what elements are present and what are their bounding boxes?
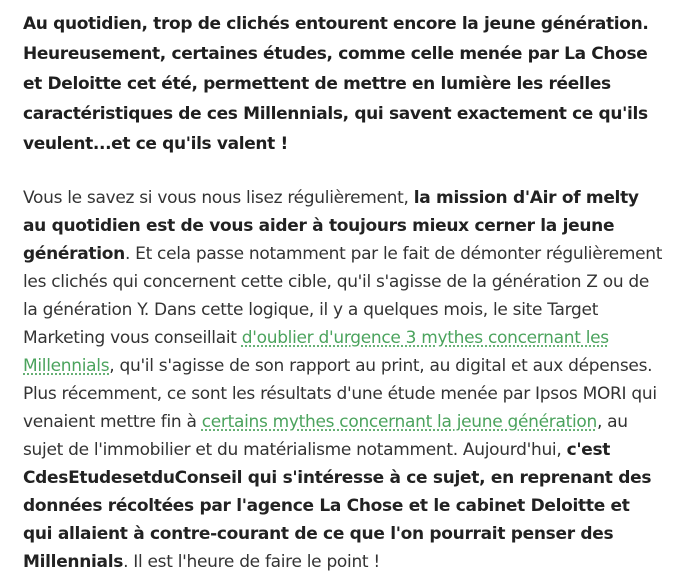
article-body	[23, 184, 663, 576]
body-bold-cdes: c'est CdesEtudesetduConseil qui s'intéresse à ce sujet, en reprenant des données récoltées par l'agence La Chose et le cabinet Deloitte et qui allaient à contre-courant de ce que l'on pourrait penser des Millennials	[23, 440, 652, 572]
link-oublier-mythes[interactable]: d'oublier d'urgence 3 mythes concernant les Millennials	[23, 328, 609, 376]
body-text-5: . Il est l'heure de faire le point !	[123, 552, 380, 572]
article	[23, 9, 663, 576]
body-text-4: , au sujet de l'immobilier et du matérialisme notamment. Aujourd'hui,	[23, 412, 628, 460]
body-text-3: , qu'il s'agisse de son rapport au print, au digital et aux dépenses. Plus récemment, ce sont les résultats d'une étude menée par Ipsos MORI qui venaient mettre fin à	[23, 356, 657, 432]
link-mythes-jeune-generation[interactable]: certains mythes concernant la jeune génération	[201, 412, 597, 432]
body-text-1: Vous le savez si vous nous lisez régulièrement,	[23, 188, 414, 208]
body-bold-mission: la mission d'Air of melty au quotidien est de vous aider à toujours mieux cerner la jeune génération	[23, 188, 639, 264]
article-intro: Au quotidien, trop de clichés entourent encore la jeune génération. Heureusement, certaines études, comme celle menée par La Chose et Deloitte cet été, permettent de mettre en lumière les réelles caractéristiques de ces Millennials, qui savent exactement ce qu'ils veulent...et ce qu'ils valent !	[23, 14, 649, 154]
body-text-2: . Et cela passe notamment par le fait de démonter régulièrement les clichés qui concernent cette cible, qu'il s'agisse de la génération Z ou de la génération Y. Dans cette logique, il y a quelques mois, le site Target Marketing vous conseillait	[23, 244, 663, 348]
